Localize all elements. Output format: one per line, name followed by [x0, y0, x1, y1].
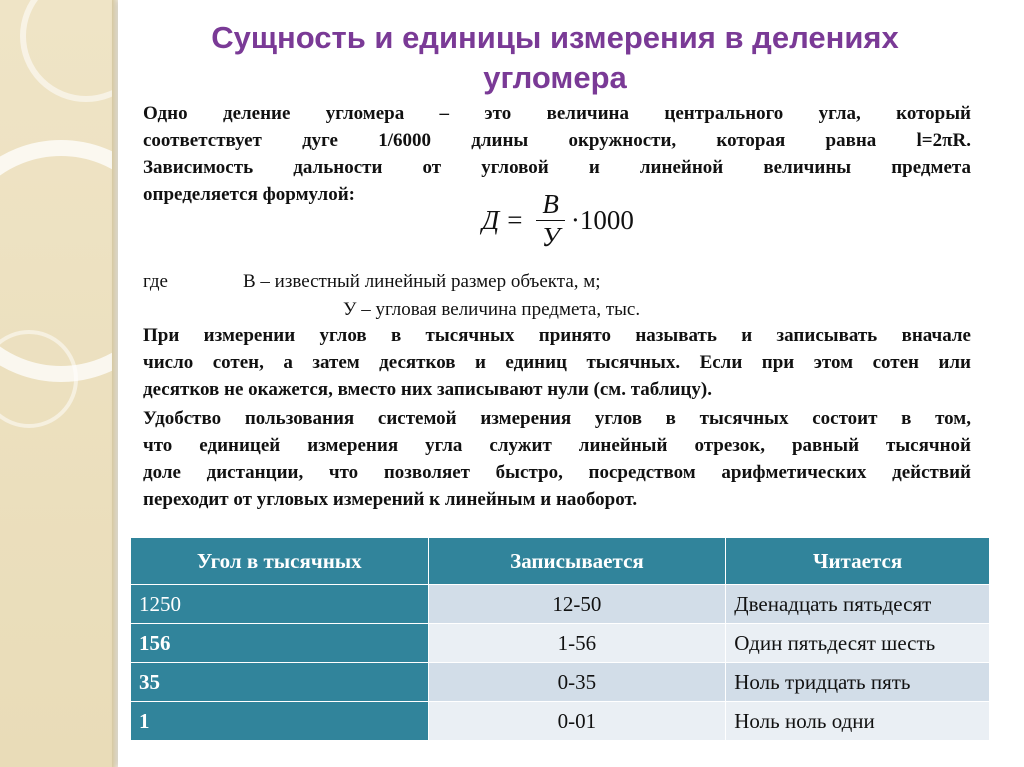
- cell-written: 12-50: [428, 585, 726, 624]
- ring-ornament-icon: [20, 0, 112, 102]
- formula-numerator: В: [536, 188, 565, 221]
- cell-angle: 156: [131, 624, 429, 663]
- text-line: переходит от угловых измерений к линейным и наоборот.: [143, 489, 638, 510]
- table-row: [131, 663, 990, 702]
- cell-read: Двенадцать пятьдесят: [726, 585, 990, 624]
- cell-angle: 1250: [131, 585, 429, 624]
- text-line: доле дистанции, что позволяет быстро, посредством арифметических действий: [143, 462, 971, 483]
- paragraph-notation: [143, 322, 971, 403]
- text-line: что единицей измерения угла служит линейный отрезок, равный тысячной: [143, 435, 971, 456]
- text-line: Одно деление угломера – это величина центрального угла, который: [143, 103, 971, 124]
- table-header-row: [131, 538, 990, 585]
- range-formula: [482, 185, 634, 255]
- where-label: где: [143, 271, 168, 292]
- table-row: [131, 585, 990, 624]
- header-angle: Угол в тысячных: [131, 538, 429, 585]
- text-line: При измерении углов в тысячных принято называть и записывать вначале: [143, 325, 971, 346]
- formula-multiplier: ·1000: [570, 204, 634, 235]
- formula-equals: =: [507, 204, 523, 235]
- formula-lhs: Д: [482, 204, 500, 235]
- text-line: Зависимость дальности от угловой и линейной величины предмета: [143, 157, 971, 178]
- cell-read: Ноль тридцать пять: [726, 663, 990, 702]
- cell-written: 0-01: [428, 702, 726, 741]
- paragraph-convenience: [143, 405, 971, 513]
- formula-denominator: У: [541, 221, 560, 252]
- where-definition-b: В – известный линейный размер объекта, м;: [243, 271, 601, 292]
- cell-angle: 1: [131, 702, 429, 741]
- cell-written: 1-56: [428, 624, 726, 663]
- text-line: определяется формулой:: [143, 184, 355, 205]
- where-definition-u: У – угловая величина предмета, тыс.: [343, 299, 641, 320]
- cell-written: 0-35: [428, 663, 726, 702]
- where-line-1: [143, 268, 601, 295]
- header-read: Читается: [726, 538, 990, 585]
- text-line: соответствует дуге 1/6000 длины окружности, которая равна l=2πR.: [143, 130, 971, 151]
- cell-read: Ноль ноль одни: [726, 702, 990, 741]
- text-line: Удобство пользования системой измерения углов в тысячных состоит в том,: [143, 408, 971, 429]
- table-row: [131, 702, 990, 741]
- decorative-sidebar: [0, 0, 112, 767]
- cell-angle: 35: [131, 663, 429, 702]
- slide-title: Сущность и единицы измерения в делениях угломера: [211, 20, 899, 95]
- text-line: число сотен, а затем десятков и единиц тысячных. Если при этом сотен или: [143, 352, 971, 373]
- angle-notation-table: [130, 537, 990, 741]
- table-row: [131, 624, 990, 663]
- cell-read: Один пятьдесят шесть: [726, 624, 990, 663]
- formula-fraction: [536, 188, 565, 253]
- text-line: десятков не окажется, вместо них записывают нули (см. таблицу).: [143, 379, 712, 400]
- header-written: Записывается: [428, 538, 726, 585]
